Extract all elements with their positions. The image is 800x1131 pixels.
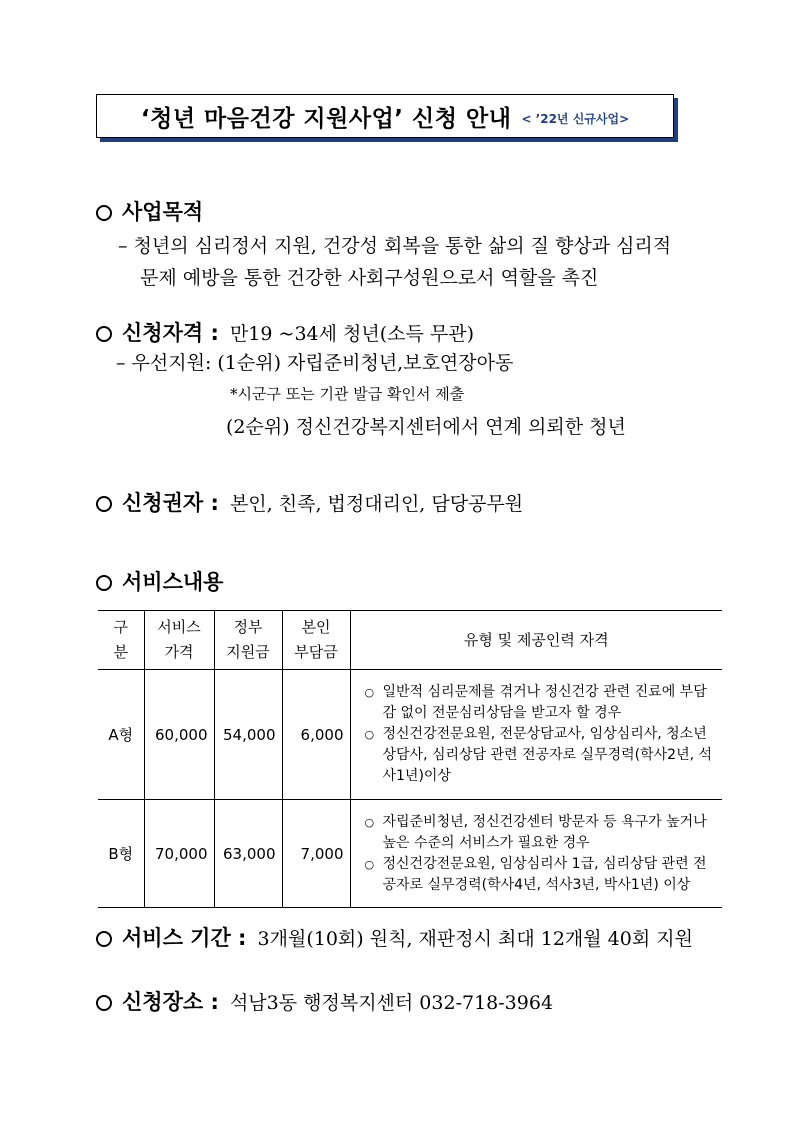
priority-line-2: (2순위) 정신건강복지센터에서 연계 의뢰한 청년: [226, 416, 626, 438]
row-desc: [350, 800, 722, 908]
header-desc: 유형 및 제공인력 자격: [350, 611, 722, 670]
purpose-line-1: – 청년의 심리정서 지원, 건강성 회복을 통한 삶의 질 향상과 심리적: [118, 235, 672, 257]
period-section: [96, 922, 693, 952]
desc-item: ○ 정신건강전문요원, 임상심리사 1급, 심리상담 관련 전공자로 실무경력(학사4년, 석사3년, 박사1년) 이상: [365, 854, 715, 896]
row-self: 7,000: [282, 800, 350, 908]
circle-bullet-icon: [96, 496, 112, 512]
place-section: [96, 986, 553, 1016]
circle-bullet-icon: [96, 575, 112, 591]
period-heading: 서비스 기간 :: [122, 926, 247, 950]
service-section: [96, 566, 223, 596]
header-type: 구 분: [98, 611, 144, 670]
row-price: 70,000: [144, 800, 214, 908]
applicant-heading: 신청권자 :: [122, 491, 219, 515]
row-price: 60,000: [144, 670, 214, 800]
place-heading: 신청장소 :: [122, 990, 219, 1014]
applicant-value: 본인, 친족, 법정대리인, 담당공무원: [229, 493, 524, 515]
desc-item: ○ 정신건강전문요원, 전문상담교사, 임상심리사, 청소년상담사, 심리상담 관련 전공자로 실무경력(학사2년, 석사1년)이상: [365, 724, 715, 787]
row-gov: 54,000: [214, 670, 282, 800]
place-value: 석남3동 행정복지센터 032-718-3964: [229, 992, 554, 1014]
circle-bullet-icon: [96, 205, 112, 221]
purpose-section: [96, 196, 203, 226]
row-gov: 63,000: [214, 800, 282, 908]
table-row: [98, 800, 722, 908]
row-self: 6,000: [282, 670, 350, 800]
eligibility-value: 만19 ~34세 청년(소득 무관): [229, 323, 475, 345]
applicant-section: [96, 487, 523, 517]
table-header-row: [98, 611, 722, 670]
priority-note: *시군구 또는 기관 발급 확인서 제출: [230, 385, 465, 403]
purpose-line-2: 문제 예방을 통한 건강한 사회구성원으로서 역할을 촉진: [140, 267, 599, 289]
row-type: A형: [98, 670, 144, 800]
service-heading: 서비스내용: [122, 570, 224, 594]
circle-bullet-icon: [96, 931, 112, 947]
row-type: B형: [98, 800, 144, 908]
circle-bullet-icon: [96, 995, 112, 1011]
circle-bullet-icon: [96, 326, 112, 342]
eligibility-section: [96, 317, 474, 347]
desc-item: ○ 일반적 심리문제를 겪거나 정신건강 관련 진료에 부담감 없이 전문심리상담을 받고자 할 경우: [365, 682, 715, 724]
period-value: 3개월(10회) 원칙, 재판정시 최대 12개월 40회 지원: [257, 928, 693, 950]
service-table: [98, 610, 722, 908]
header-price: 서비스 가격: [144, 611, 214, 670]
priority-line-1: – 우선지원: (1순위) 자립준비청년,보호연장아동: [116, 352, 514, 374]
desc-item: ○ 자립준비청년, 정신건강센터 방문자 등 욕구가 높거나 높은 수준의 서비스가 필요한 경우: [365, 812, 715, 854]
row-desc: [350, 670, 722, 800]
title-box: [96, 94, 674, 138]
page-subtitle: < ’22년 신규사업>: [521, 111, 630, 126]
table-row: [98, 670, 722, 800]
eligibility-heading: 신청자격 :: [122, 321, 219, 345]
page-title: ‘청년 마음건강 지원사업’ 신청 안내: [140, 105, 512, 132]
header-self: 본인 부담금: [282, 611, 350, 670]
purpose-heading: 사업목적: [122, 200, 204, 224]
header-gov: 정부 지원금: [214, 611, 282, 670]
